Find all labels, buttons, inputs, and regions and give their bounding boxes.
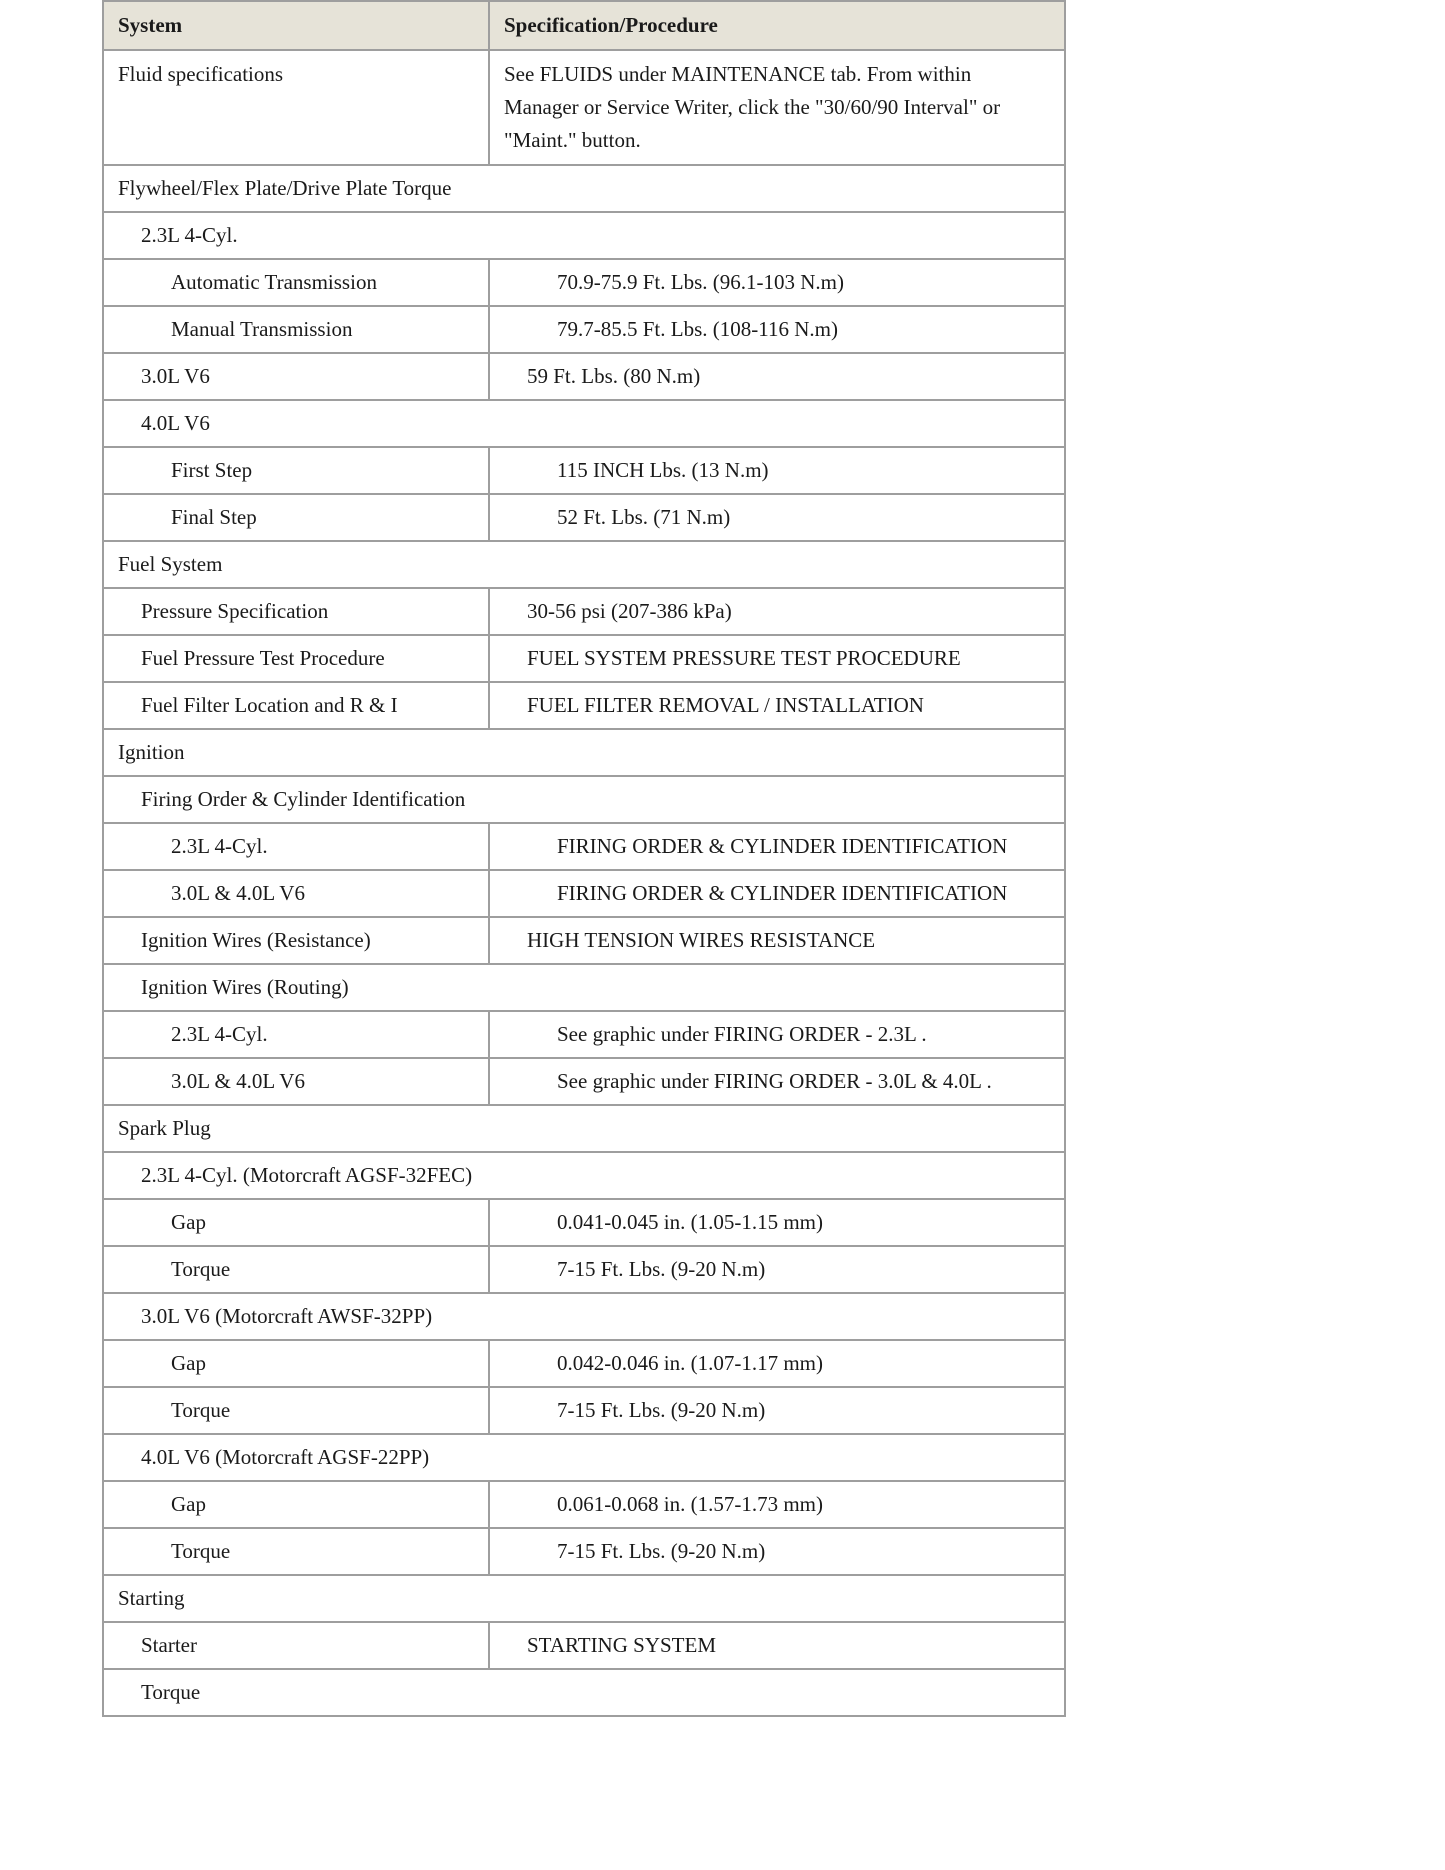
spec-cell: 0.061-0.068 in. (1.57-1.73 mm) [489,1481,1065,1528]
spec-cell: 115 INCH Lbs. (13 N.m) [489,447,1065,494]
table-row [103,353,1065,400]
spec-cell: 70.9-75.9 Ft. Lbs. (96.1-103 N.m) [489,259,1065,306]
subsection-heading: 3.0L V6 (Motorcraft AWSF-32PP) [103,1293,1065,1340]
system-cell: Final Step [103,494,489,541]
system-cell: Starter [103,1622,489,1669]
table-row [103,870,1065,917]
spec-cell: 0.041-0.045 in. (1.05-1.15 mm) [489,1199,1065,1246]
subsection-row [103,1293,1065,1340]
system-cell: 3.0L & 4.0L V6 [103,1058,489,1105]
section-heading: Starting [103,1575,1065,1622]
system-cell: Ignition Wires (Resistance) [103,917,489,964]
section-row [103,729,1065,776]
section-heading: Ignition [103,729,1065,776]
specification-table [102,0,1066,1717]
subsection-heading: 4.0L V6 [103,400,1065,447]
spec-cell: FIRING ORDER & CYLINDER IDENTIFICATION [489,823,1065,870]
subsection-row [103,212,1065,259]
spec-cell: FUEL SYSTEM PRESSURE TEST PROCEDURE [489,635,1065,682]
system-cell: Gap [103,1481,489,1528]
system-cell: 3.0L V6 [103,353,489,400]
subsection-heading: Torque [103,1669,1065,1716]
table-row [103,917,1065,964]
subsection-heading: Ignition Wires (Routing) [103,964,1065,1011]
subsection-row [103,776,1065,823]
spec-cell: 52 Ft. Lbs. (71 N.m) [489,494,1065,541]
system-cell: Gap [103,1199,489,1246]
system-cell: Manual Transmission [103,306,489,353]
subsection-heading: 2.3L 4-Cyl. (Motorcraft AGSF-32FEC) [103,1152,1065,1199]
system-cell: Automatic Transmission [103,259,489,306]
system-cell: Fuel Filter Location and R & I [103,682,489,729]
table-row [103,1246,1065,1293]
section-heading: Flywheel/Flex Plate/Drive Plate Torque [103,165,1065,212]
header-specification: Specification/Procedure [489,1,1065,50]
section-row [103,165,1065,212]
header-system: System [103,1,489,50]
table-row [103,588,1065,635]
system-cell: 2.3L 4-Cyl. [103,1011,489,1058]
spec-cell: See graphic under FIRING ORDER - 2.3L . [489,1011,1065,1058]
table-row [103,682,1065,729]
system-cell: First Step [103,447,489,494]
subsection-row [103,1669,1065,1716]
system-cell: Pressure Specification [103,588,489,635]
system-cell: Torque [103,1387,489,1434]
spec-cell: 59 Ft. Lbs. (80 N.m) [489,353,1065,400]
table-row [103,635,1065,682]
subsection-row [103,400,1065,447]
spec-cell: 0.042-0.046 in. (1.07-1.17 mm) [489,1340,1065,1387]
table-row [103,1387,1065,1434]
subsection-heading: 4.0L V6 (Motorcraft AGSF-22PP) [103,1434,1065,1481]
table-row [103,1340,1065,1387]
subsection-row [103,1434,1065,1481]
table-row [103,494,1065,541]
spec-cell: 30-56 psi (207-386 kPa) [489,588,1065,635]
system-cell: Fuel Pressure Test Procedure [103,635,489,682]
table-row [103,447,1065,494]
subsection-row [103,964,1065,1011]
system-cell: 2.3L 4-Cyl. [103,823,489,870]
table-row [103,1481,1065,1528]
table-row [103,1199,1065,1246]
spec-cell: 7-15 Ft. Lbs. (9-20 N.m) [489,1387,1065,1434]
table-header-row [103,1,1065,50]
section-heading: Spark Plug [103,1105,1065,1152]
spec-cell: STARTING SYSTEM [489,1622,1065,1669]
system-cell: Torque [103,1246,489,1293]
table-row [103,1011,1065,1058]
subsection-heading: 2.3L 4-Cyl. [103,212,1065,259]
spec-cell: See FLUIDS under MAINTENANCE tab. From within Manager or Service Writer, click the "30/60/90 Interval" or "Maint." button. [489,50,1065,165]
section-row [103,541,1065,588]
spec-cell: FUEL FILTER REMOVAL / INSTALLATION [489,682,1065,729]
system-cell: Torque [103,1528,489,1575]
spec-cell: See graphic under FIRING ORDER - 3.0L & 4.0L . [489,1058,1065,1105]
system-cell: 3.0L & 4.0L V6 [103,870,489,917]
table-row [103,50,1065,165]
subsection-row [103,1152,1065,1199]
system-cell: Fluid specifications [103,50,489,165]
table-row [103,823,1065,870]
spec-cell: HIGH TENSION WIRES RESISTANCE [489,917,1065,964]
system-cell: Gap [103,1340,489,1387]
subsection-heading: Firing Order & Cylinder Identification [103,776,1065,823]
spec-cell: FIRING ORDER & CYLINDER IDENTIFICATION [489,870,1065,917]
table-row [103,1622,1065,1669]
table-row [103,1528,1065,1575]
section-heading: Fuel System [103,541,1065,588]
table-row [103,306,1065,353]
spec-cell: 7-15 Ft. Lbs. (9-20 N.m) [489,1528,1065,1575]
spec-cell: 7-15 Ft. Lbs. (9-20 N.m) [489,1246,1065,1293]
table-row [103,1058,1065,1105]
section-row [103,1575,1065,1622]
section-row [103,1105,1065,1152]
table-row [103,259,1065,306]
spec-cell: 79.7-85.5 Ft. Lbs. (108-116 N.m) [489,306,1065,353]
